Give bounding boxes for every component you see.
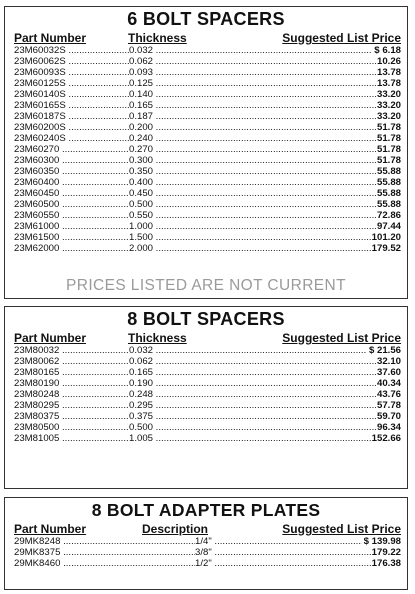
- table-row: [5, 536, 407, 547]
- part-number: 23M80248 .....: [14, 389, 129, 400]
- table-row: [5, 367, 407, 378]
- table-row: [5, 67, 407, 78]
- eight-bolt-spacers-panel: [4, 306, 408, 489]
- list-price: [376, 188, 401, 199]
- list-price: [376, 389, 401, 400]
- list-price: [371, 243, 401, 254]
- table-row: [5, 243, 407, 254]
- part-number: 29MK8460 .....: [14, 558, 195, 569]
- part-number: 23M60125S .....: [14, 78, 129, 89]
- table-row: [5, 155, 407, 166]
- part-number: 23M61500 .....: [14, 232, 129, 243]
- price-value: 33.20: [376, 100, 401, 111]
- thickness-value: 0.032 .....: [129, 45, 401, 56]
- price-value: 55.88: [376, 188, 401, 199]
- table-row: [5, 378, 407, 389]
- table-row: [5, 133, 407, 144]
- list-price: [371, 232, 401, 243]
- price-value: 179.52: [371, 243, 401, 254]
- thickness-value: 0.062 .....: [129, 56, 401, 67]
- price-value: 139.98: [371, 536, 401, 547]
- part-number: 29MK8248 .....: [14, 536, 195, 547]
- thickness-value: 0.062 .....: [129, 356, 401, 367]
- table-row: [5, 356, 407, 367]
- thickness-value: 0.500 .....: [129, 199, 401, 210]
- price-value: 55.88: [376, 177, 401, 188]
- list-price: [371, 558, 401, 569]
- part-number: 23M80295 .....: [14, 400, 129, 411]
- section-title: 8 BOLT SPACERS: [127, 309, 285, 329]
- part-number: 23M60400 .....: [14, 177, 129, 188]
- col-part-number: Part Number: [14, 31, 87, 45]
- table-header: [5, 331, 407, 345]
- currency-symbol: $: [368, 345, 375, 356]
- table-row: [5, 232, 407, 243]
- col-part-number: Part Number: [14, 331, 87, 345]
- price-value: 51.78: [376, 122, 401, 133]
- price-value: 13.78: [376, 67, 401, 78]
- part-number: 23M60240S .....: [14, 133, 129, 144]
- table-row: [5, 547, 407, 558]
- list-price: [376, 78, 401, 89]
- price-value: 51.78: [376, 155, 401, 166]
- thickness-value: 0.032 .....: [129, 345, 401, 356]
- table-row: [5, 177, 407, 188]
- price-value: 43.76: [376, 389, 401, 400]
- table-row: [5, 389, 407, 400]
- part-number: 23M60270 .....: [14, 144, 129, 155]
- price-value: 152.66: [371, 433, 401, 444]
- list-price: [376, 221, 401, 232]
- table-row: [5, 166, 407, 177]
- thickness-value: 0.240 .....: [129, 133, 401, 144]
- table-row: [5, 188, 407, 199]
- table-row: [5, 89, 407, 100]
- price-value: 32.10: [376, 356, 401, 367]
- part-number: 23M80165 .....: [14, 367, 129, 378]
- table-row: [5, 400, 407, 411]
- description-value: 1/2" .....: [195, 558, 401, 569]
- price-value: 6.18: [382, 45, 401, 56]
- part-number: 23M81005 .....: [14, 433, 129, 444]
- prices-not-current-notice: PRICES LISTED ARE NOT CURRENT: [65, 277, 347, 294]
- table-row: [5, 199, 407, 210]
- price-table: [5, 45, 407, 254]
- table-row: [5, 111, 407, 122]
- list-price: [376, 199, 401, 210]
- list-price: [376, 356, 401, 367]
- table-row: [5, 56, 407, 67]
- thickness-value: 0.350 .....: [129, 166, 401, 177]
- thickness-value: 0.295 .....: [129, 400, 401, 411]
- thickness-value: 0.165 .....: [129, 100, 401, 111]
- list-price: [371, 547, 401, 558]
- list-price: [376, 367, 401, 378]
- list-price: [376, 422, 401, 433]
- thickness-value: 0.248 .....: [129, 389, 401, 400]
- price-value: 59.70: [376, 411, 401, 422]
- price-value: 96.34: [376, 422, 401, 433]
- table-row: [5, 422, 407, 433]
- currency-symbol: $: [374, 45, 380, 56]
- list-price: [367, 345, 401, 356]
- list-price: [376, 400, 401, 411]
- price-value: 33.20: [376, 89, 401, 100]
- thickness-value: 0.375 .....: [129, 411, 401, 422]
- list-price: [372, 45, 401, 56]
- list-price: [376, 378, 401, 389]
- part-number: 23M60200S .....: [14, 122, 129, 133]
- price-value: 51.78: [376, 144, 401, 155]
- price-value: 21.56: [376, 345, 401, 356]
- part-number: 23M60300 .....: [14, 155, 129, 166]
- table-header: [5, 31, 407, 45]
- col-thickness: Thickness: [128, 331, 187, 345]
- part-number: 23M60450 .....: [14, 188, 129, 199]
- part-number: 23M60350 .....: [14, 166, 129, 177]
- price-value: 13.78: [376, 78, 401, 89]
- price-value: 55.88: [376, 166, 401, 177]
- list-price: [376, 67, 401, 78]
- table-row: [5, 221, 407, 232]
- table-row: [5, 345, 407, 356]
- part-number: 23M60140S .....: [14, 89, 129, 100]
- table-row: [5, 122, 407, 133]
- list-price: [376, 111, 401, 122]
- thickness-value: 0.400 .....: [129, 177, 401, 188]
- table-row: [5, 45, 407, 56]
- part-number: 23M80190 .....: [14, 378, 129, 389]
- price-value: 179.22: [371, 547, 401, 558]
- price-value: 57.78: [376, 400, 401, 411]
- eight-bolt-adapter-plates-panel: [4, 497, 408, 590]
- part-number: 23M80375 .....: [14, 411, 129, 422]
- list-price: [376, 144, 401, 155]
- part-number: 23M60062S .....: [14, 56, 129, 67]
- six-bolt-spacers-panel: [4, 6, 408, 299]
- section-title: 8 BOLT ADAPTER PLATES: [91, 500, 321, 520]
- price-value: 51.78: [376, 133, 401, 144]
- price-value: 72.86: [376, 210, 401, 221]
- price-value: 40.34: [376, 378, 401, 389]
- thickness-value: 1.005 .....: [129, 433, 401, 444]
- section-title: 6 BOLT SPACERS: [127, 9, 285, 29]
- table-row: [5, 78, 407, 89]
- price-value: 176.38: [371, 558, 401, 569]
- price-value: 37.60: [376, 367, 401, 378]
- part-number: 23M60500 .....: [14, 199, 129, 210]
- thickness-value: 0.200 .....: [129, 122, 401, 133]
- col-part-number: Part Number: [14, 522, 87, 536]
- thickness-value: 0.125 .....: [129, 78, 401, 89]
- part-number: 23M60032S .....: [14, 45, 129, 56]
- thickness-value: 1.500 .....: [129, 232, 401, 243]
- list-price: [376, 100, 401, 111]
- list-price: [376, 122, 401, 133]
- part-number: 23M61000 .....: [14, 221, 129, 232]
- col-description: Description: [142, 522, 209, 536]
- table-row: [5, 558, 407, 569]
- table-header: [5, 522, 407, 536]
- thickness-value: 0.450 .....: [129, 188, 401, 199]
- col-thickness: Thickness: [128, 31, 187, 45]
- table-row: [5, 144, 407, 155]
- price-value: 33.20: [376, 111, 401, 122]
- table-row: [5, 210, 407, 221]
- thickness-value: 0.187 .....: [129, 111, 401, 122]
- thickness-value: 0.093 .....: [129, 67, 401, 78]
- part-number: 23M60093S .....: [14, 67, 129, 78]
- list-price: [376, 177, 401, 188]
- table-row: [5, 411, 407, 422]
- list-price: [371, 433, 401, 444]
- list-price: [376, 133, 401, 144]
- thickness-value: 0.190 .....: [129, 378, 401, 389]
- part-number: 23M80032 .....: [14, 345, 129, 356]
- part-number: 23M62000 .....: [14, 243, 129, 254]
- price-value: 10.26: [376, 56, 401, 67]
- part-number: 23M80500 .....: [14, 422, 129, 433]
- list-price: [376, 56, 401, 67]
- price-value: 55.88: [376, 199, 401, 210]
- thickness-value: 0.300 .....: [129, 155, 401, 166]
- price-table: [5, 345, 407, 444]
- col-price: Suggested List Price: [282, 331, 401, 345]
- list-price: [362, 536, 401, 547]
- part-number: 23M80062 .....: [14, 356, 129, 367]
- list-price: [376, 166, 401, 177]
- list-price: [376, 411, 401, 422]
- part-number: 23M60165S .....: [14, 100, 129, 111]
- thickness-value: 0.270 .....: [129, 144, 401, 155]
- thickness-value: 0.500 .....: [129, 422, 401, 433]
- list-price: [376, 210, 401, 221]
- table-row: [5, 433, 407, 444]
- col-price: Suggested List Price: [282, 522, 401, 536]
- thickness-value: 1.000 .....: [129, 221, 401, 232]
- price-value: 97.44: [376, 221, 401, 232]
- thickness-value: 0.165 .....: [129, 367, 401, 378]
- thickness-value: 0.550 .....: [129, 210, 401, 221]
- col-price: Suggested List Price: [282, 31, 401, 45]
- currency-symbol: $: [363, 536, 369, 547]
- part-number: 23M60550 .....: [14, 210, 129, 221]
- part-number: 29MK8375 .....: [14, 547, 195, 558]
- description-value: 1/4" .....: [195, 536, 401, 547]
- list-price: [376, 155, 401, 166]
- price-value: 101.20: [371, 232, 401, 243]
- description-value: 3/8" .....: [195, 547, 401, 558]
- thickness-value: 0.140 .....: [129, 89, 401, 100]
- price-table: [5, 536, 407, 569]
- part-number: 23M60187S .....: [14, 111, 129, 122]
- list-price: [376, 89, 401, 100]
- thickness-value: 2.000 .....: [129, 243, 401, 254]
- table-row: [5, 100, 407, 111]
